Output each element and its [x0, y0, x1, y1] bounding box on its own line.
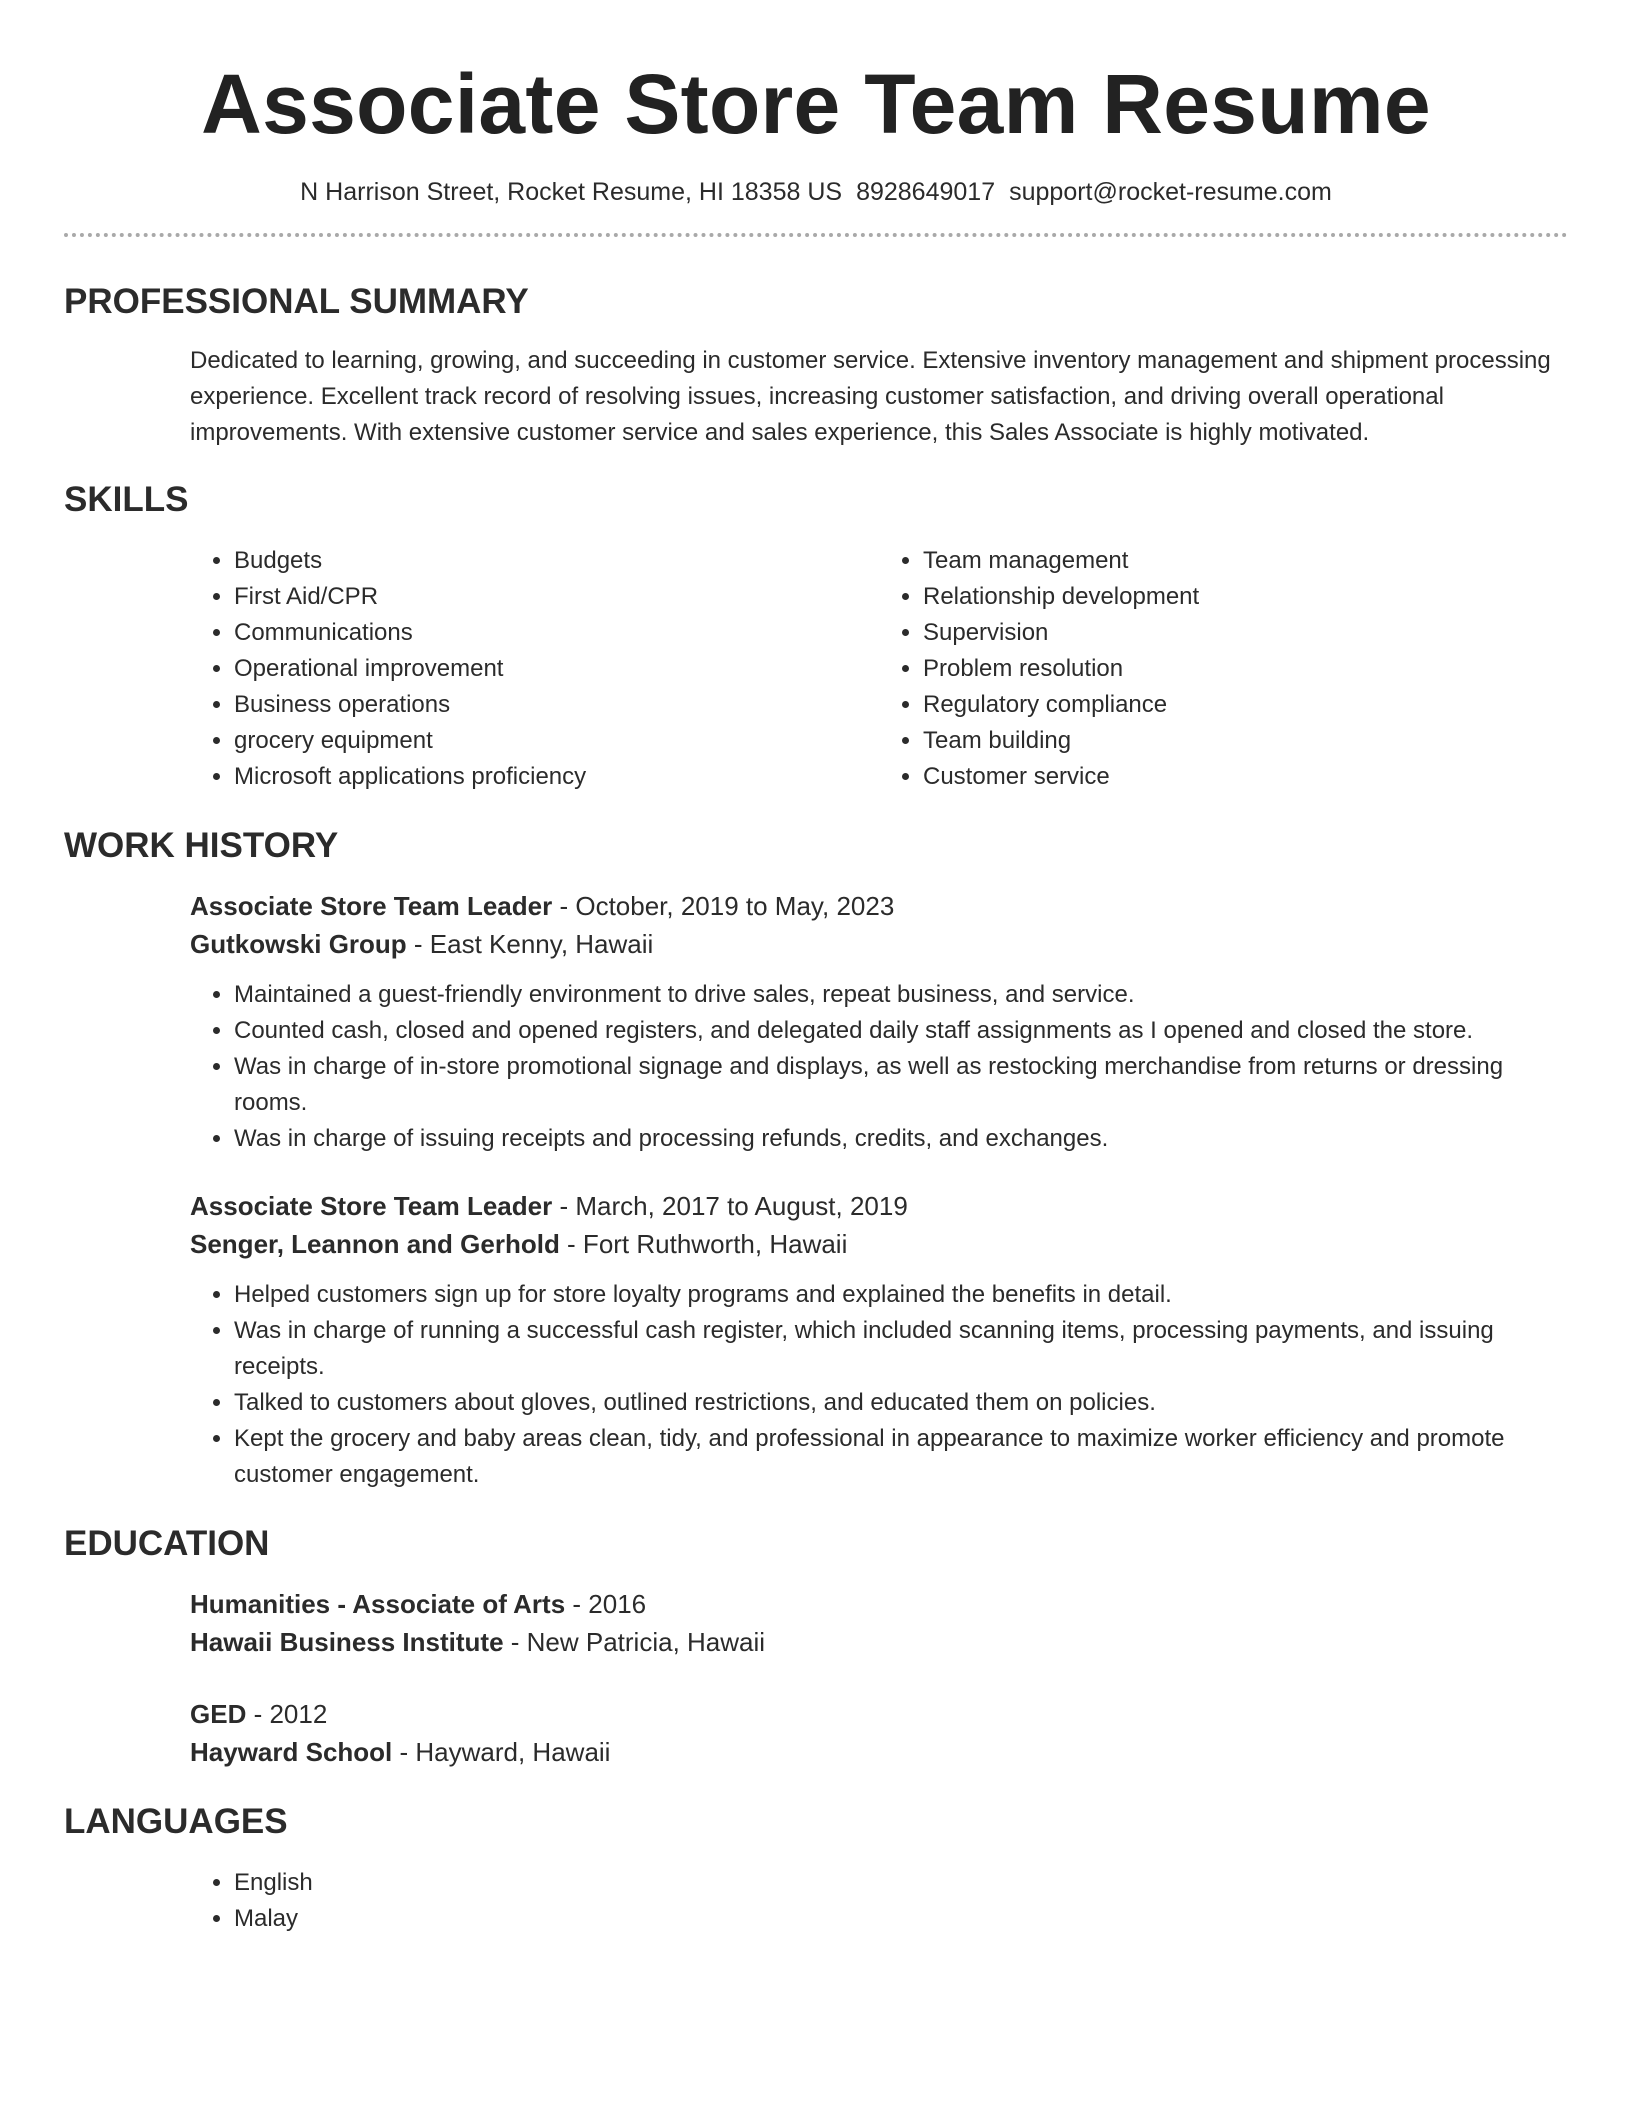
language-item: • Malay [234, 1901, 1568, 1937]
contact-address: N Harrison Street, Rocket Resume, HI 18358 US [300, 178, 843, 207]
education-school: Hawaii Business Institute [190, 1627, 504, 1658]
languages-section [64, 1801, 1568, 1937]
job-bullets [190, 977, 1568, 1157]
contact-phone: 8928649017 [856, 178, 996, 207]
job-company-line [190, 1225, 1568, 1263]
skill-item: • Team management [923, 543, 1568, 579]
skill-item: • Microsoft applications proficiency [234, 759, 879, 795]
job-title: Associate Store Team Leader [190, 891, 553, 922]
job-company-line [190, 925, 1568, 963]
job-company: Senger, Leannon and Gerhold [190, 1229, 560, 1260]
job-dates: - October, 2019 to May, 2023 [552, 891, 895, 922]
education-degree: Humanities - Associate of Arts [190, 1589, 566, 1620]
job-bullet: • Kept the grocery and baby areas clean, tidy, and professional in appearance to maximize worker efficiency and promote customer engagement. [234, 1421, 1568, 1493]
job-location: - East Kenny, Hawaii [406, 929, 654, 960]
education-degree: GED [190, 1699, 247, 1730]
education-entry [64, 1585, 1568, 1661]
skill-item: • Relationship development [923, 579, 1568, 615]
job-company: Gutkowski Group [190, 929, 407, 960]
job-bullet: • Counted cash, closed and opened registers, and delegated daily staff assignments as I opened and closed the store. [234, 1013, 1568, 1049]
education-year: - 2016 [565, 1589, 647, 1620]
education-location: - New Patricia, Hawaii [503, 1627, 766, 1658]
skill-item: • Problem resolution [923, 651, 1568, 687]
skills-section [64, 479, 1568, 795]
skill-item: • Operational improvement [234, 651, 879, 687]
education-degree-line [190, 1585, 1568, 1623]
job-title-line [190, 1187, 1568, 1225]
summary-heading: PROFESSIONAL SUMMARY [64, 282, 529, 322]
skills-heading: SKILLS [64, 480, 189, 520]
work-heading: WORK HISTORY [64, 826, 339, 866]
job-entry [64, 887, 1568, 1157]
resume-title: Associate Store Team Resume [201, 57, 1431, 151]
education-school-line [190, 1623, 1568, 1661]
summary-text: Dedicated to learning, growing, and succeeding in customer service. Extensive inventory management and shipment processing experience. Excellent track record of resolving issues, increasing customer satisfaction, and driving overall operational improvements. With extensive customer service and sales experience, this Sales Associate is highly motivated. [190, 347, 1551, 447]
header-divider [64, 233, 1568, 237]
job-bullet: • Talked to customers about gloves, outlined restrictions, and educated them on policies. [234, 1385, 1568, 1421]
work-section [64, 825, 1568, 1493]
education-school-line [190, 1733, 1568, 1771]
job-title-line [190, 887, 1568, 925]
skill-item: • Team building [923, 723, 1568, 759]
education-school: Hayward School [190, 1737, 393, 1768]
education-section [64, 1523, 1568, 1771]
job-bullets [190, 1277, 1568, 1493]
job-title: Associate Store Team Leader [190, 1191, 553, 1222]
education-year: - 2012 [246, 1699, 328, 1730]
job-bullet: • Helped customers sign up for store loyalty programs and explained the benefits in detail. [234, 1277, 1568, 1313]
languages-heading: LANGUAGES [64, 1802, 288, 1842]
contact-line [64, 178, 1568, 207]
job-bullet: • Was in charge of running a successful cash register, which included scanning items, processing payments, and issuing receipts. [234, 1313, 1568, 1385]
skills-grid [64, 543, 1568, 795]
skills-right-list [879, 543, 1568, 795]
skill-item: • Business operations [234, 687, 879, 723]
skill-item: • grocery equipment [234, 723, 879, 759]
education-location: - Hayward, Hawaii [392, 1737, 611, 1768]
skill-item: • Budgets [234, 543, 879, 579]
languages-list [64, 1865, 1568, 1937]
job-location: - Fort Ruthworth, Hawaii [559, 1229, 848, 1260]
language-item: • English [234, 1865, 1568, 1901]
job-bullet: • Maintained a guest-friendly environment to drive sales, repeat business, and service. [234, 977, 1568, 1013]
skill-item: • Customer service [923, 759, 1568, 795]
skills-left-list [190, 543, 879, 795]
education-heading: EDUCATION [64, 1524, 270, 1564]
job-entry [64, 1187, 1568, 1493]
contact-email[interactable]: support@rocket-resume.com [1009, 178, 1332, 207]
job-bullet: • Was in charge of in-store promotional signage and displays, as well as restocking merchandise from returns or dressing rooms. [234, 1049, 1568, 1121]
education-entry [64, 1695, 1568, 1771]
job-bullet: • Was in charge of issuing receipts and processing refunds, credits, and exchanges. [234, 1121, 1568, 1157]
summary-section [64, 281, 1568, 451]
skill-item: • Communications [234, 615, 879, 651]
skill-item: • Supervision [923, 615, 1568, 651]
skill-item: • Regulatory compliance [923, 687, 1568, 723]
education-degree-line [190, 1695, 1568, 1733]
job-dates: - March, 2017 to August, 2019 [552, 1191, 908, 1222]
skill-item: • First Aid/CPR [234, 579, 879, 615]
